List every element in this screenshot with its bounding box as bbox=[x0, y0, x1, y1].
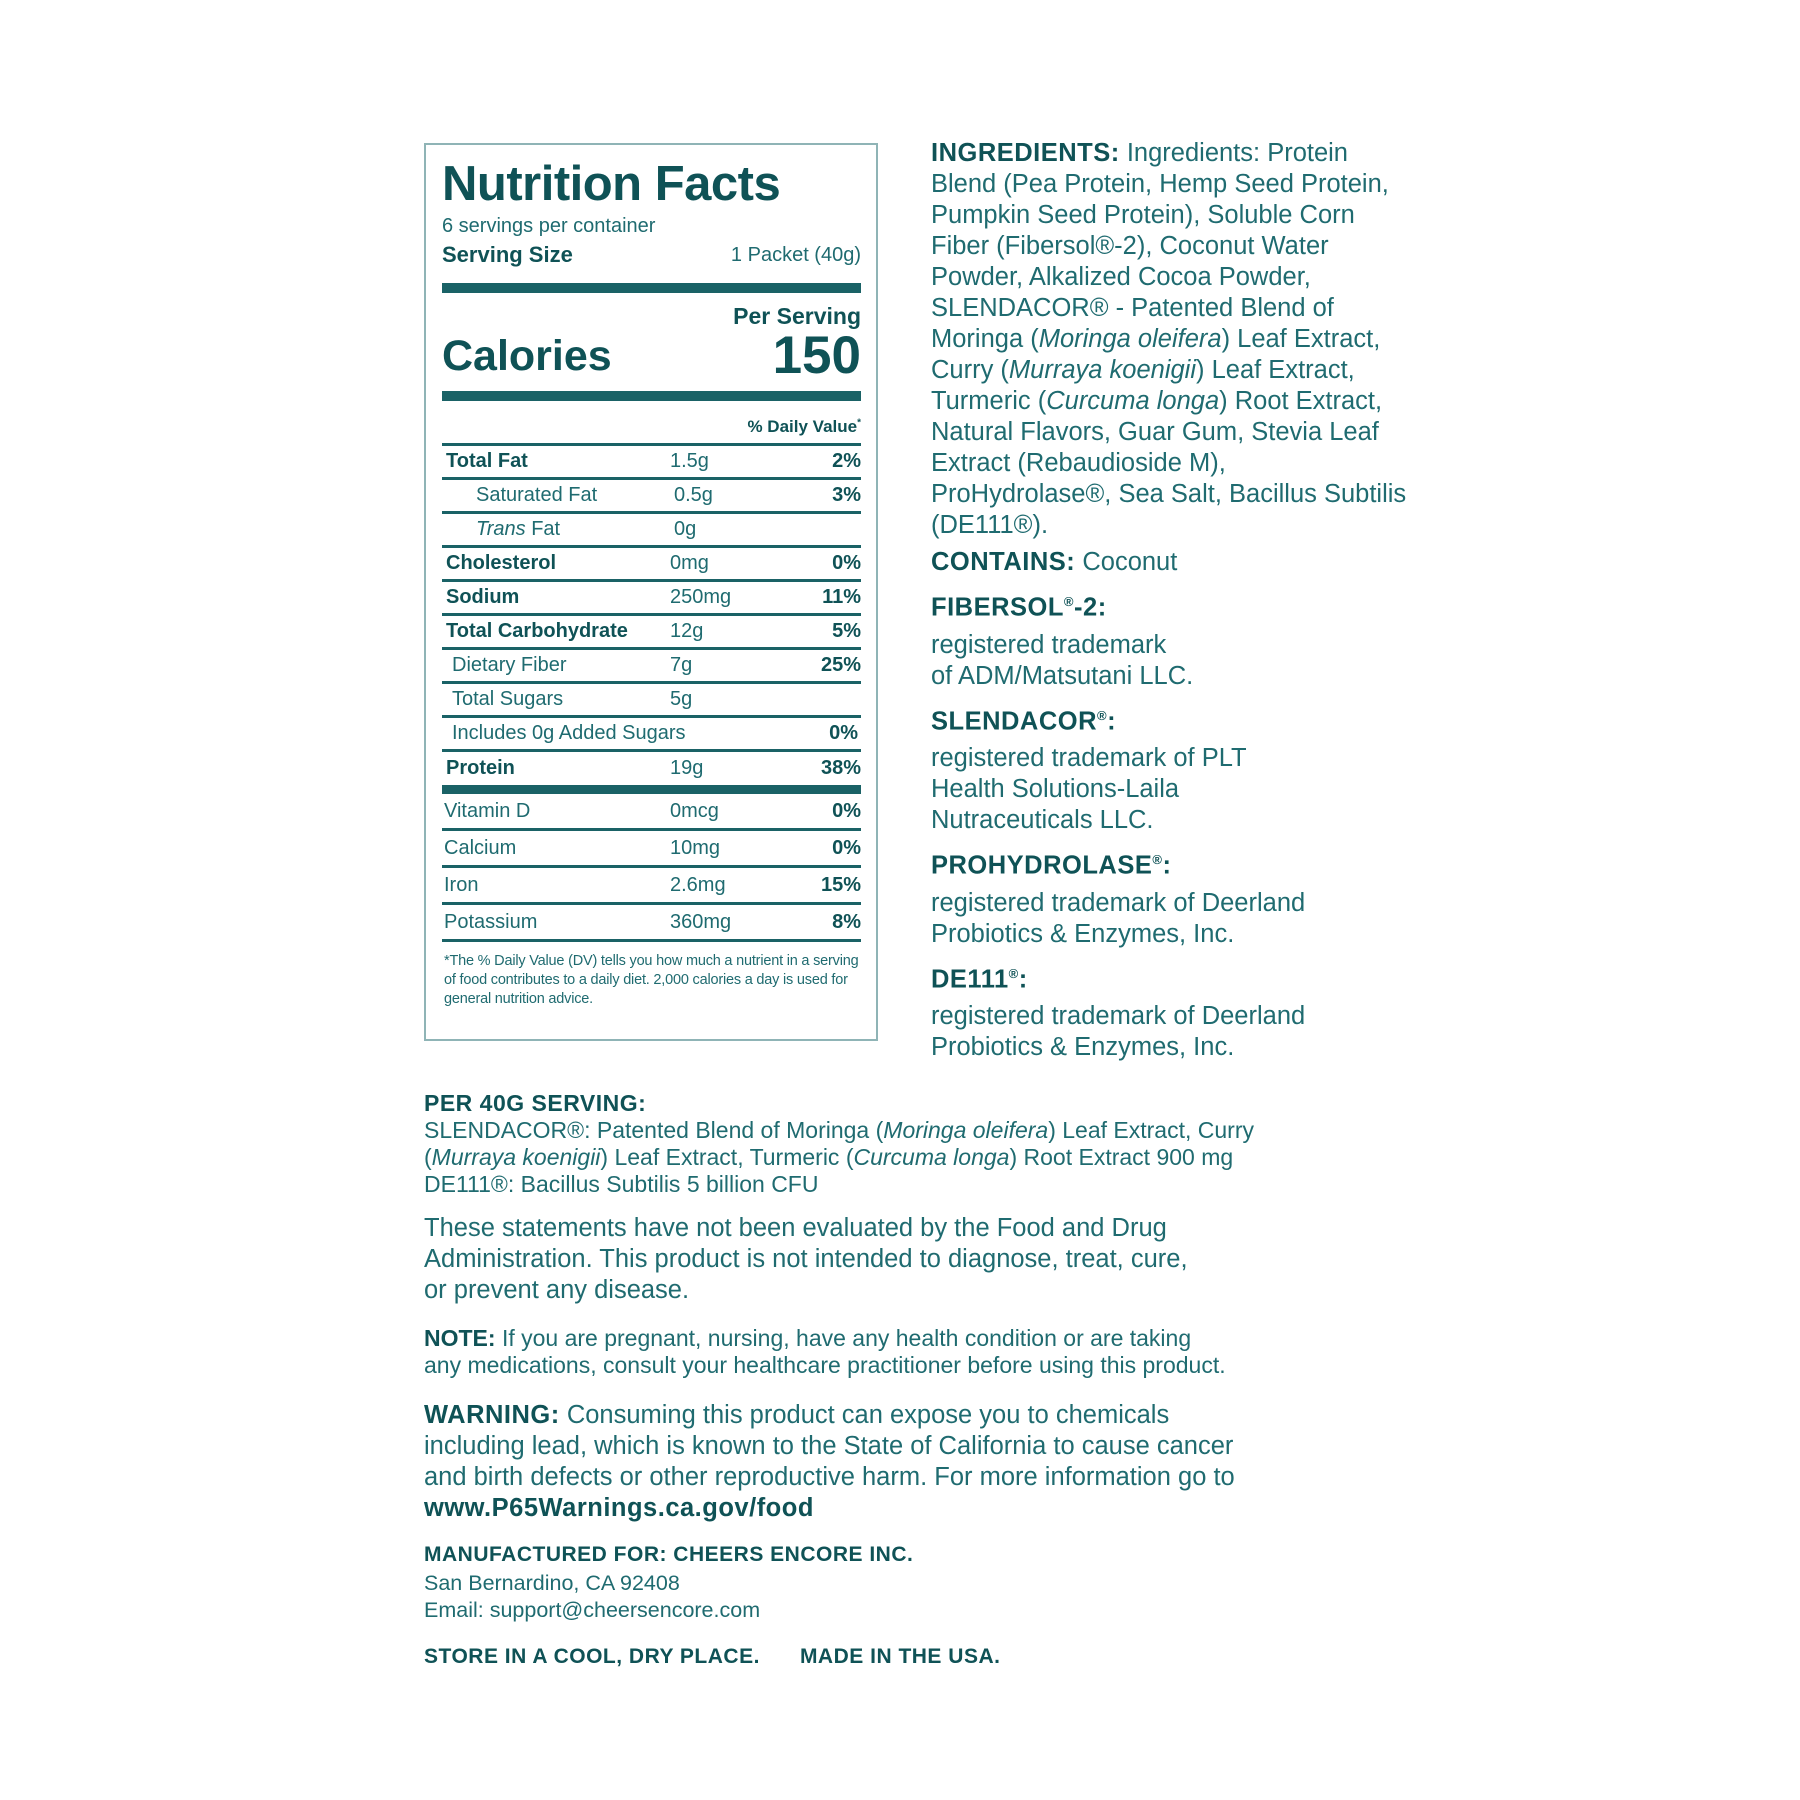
nutrient-name: Protein bbox=[446, 757, 515, 779]
nutrient-name: Potassium bbox=[444, 910, 538, 933]
nutrient-row bbox=[442, 718, 861, 752]
storage-instruction: STORE IN A COOL, DRY PLACE. bbox=[424, 1645, 760, 1668]
calories-row bbox=[442, 326, 861, 385]
warning-line: and birth defects or other reproductive harm. For more information go to bbox=[424, 1463, 1235, 1491]
ingredients-label: INGREDIENTS: bbox=[931, 139, 1120, 167]
nutrient-amount: 0.5g bbox=[674, 484, 713, 506]
manufacturer-title: MANUFACTURED FOR: CHEERS ENCORE INC. bbox=[424, 1543, 914, 1566]
ingredients-part: ) Leaf Extract, Turmeric ( bbox=[931, 356, 1355, 415]
per40-italic: Murraya koenigii bbox=[431, 1144, 601, 1170]
fda-disclaimer bbox=[424, 1213, 1404, 1306]
nutrient-dv: 38% bbox=[820, 757, 861, 779]
nutrient-amount: 5g bbox=[670, 688, 693, 710]
per-serving-label: Per Serving bbox=[733, 303, 861, 329]
per40-line: DE111®: Bacillus Subtilis 5 billion CFU bbox=[424, 1171, 819, 1197]
nutrient-dv: 0% bbox=[832, 799, 861, 822]
per40-part: SLENDACOR®: Patented Blend of Moringa ( bbox=[424, 1117, 884, 1143]
warning-block bbox=[424, 1400, 1404, 1524]
nutrient-name: Iron bbox=[444, 873, 479, 896]
nutrient-amount: 0g bbox=[674, 518, 697, 540]
ingredients-column bbox=[931, 138, 1411, 1063]
nutrient-amount: 2.6mg bbox=[670, 873, 726, 896]
tm-line: registered trademark of PLT bbox=[931, 744, 1247, 772]
nutrient-dv: 11% bbox=[822, 586, 861, 608]
ingredients-part: Ingredients: Protein Blend (Pea Protein, Hemp Seed Protein, Pumpkin Seed Protein), Soluble Corn Fiber (Fibersol®-2), Coconut Water Powder, Alkalized Cocoa Powder, SLENDACOR® - Patented Blend of Moringa ( bbox=[931, 139, 1389, 353]
nutrient-row bbox=[442, 650, 861, 684]
fda-line: Administration. This product is not intended to diagnose, treat, cure, bbox=[424, 1245, 1188, 1273]
serving-size-value: 1 Packet (40g) bbox=[730, 244, 861, 266]
per40-part: ) Leaf Extract, Turmeric ( bbox=[600, 1144, 854, 1170]
tm-name: DE111 bbox=[931, 965, 1009, 993]
calories-label: Calories bbox=[442, 332, 612, 380]
tm-reg: ® bbox=[1152, 852, 1163, 867]
tm-reg: ® bbox=[1097, 707, 1108, 723]
tm-reg: ® bbox=[1063, 594, 1075, 609]
dv-header-text: % Daily Value bbox=[747, 417, 858, 436]
ingredients-part: ) Root Extract, Natural Flavors, Guar Gum, Stevia Leaf Extract (Rebaudioside M), ProHydrolase®, Sea Salt, Bacillus Subtilis (DE111®). bbox=[931, 387, 1407, 539]
note-line bbox=[424, 1325, 1404, 1352]
storage-row bbox=[424, 1645, 1404, 1669]
tm-line: of ADM/Matsutani LLC. bbox=[931, 661, 1194, 690]
per40-part: ) Root Extract 900 mg bbox=[1009, 1144, 1234, 1170]
fda-line: These statements have not been evaluated by the Food and Drug bbox=[424, 1214, 1167, 1242]
nutrient-name: Total Sugars bbox=[452, 688, 564, 710]
nutrient-dv: 5% bbox=[832, 620, 861, 642]
manufacturer-email[interactable]: Email: support@cheersencore.com bbox=[424, 1598, 761, 1622]
per40-italic: Moringa oleifera bbox=[883, 1117, 1049, 1143]
nutrient-row bbox=[442, 616, 861, 650]
nutrition-title: Nutrition Facts bbox=[442, 157, 781, 211]
nutrient-amount: 19g bbox=[670, 757, 704, 779]
nutrient-dv: 0% bbox=[829, 722, 858, 744]
nutrient-row bbox=[442, 446, 861, 480]
tm-line: registered trademark of Deerland bbox=[931, 1002, 1306, 1030]
nutrient-row bbox=[442, 480, 861, 514]
calories-value: 150 bbox=[772, 326, 861, 385]
tm-suffix: : bbox=[1162, 851, 1172, 880]
nutrient-row bbox=[442, 794, 861, 831]
tm-line: registered trademark of Deerland bbox=[931, 888, 1306, 917]
nutrient-dv: 15% bbox=[820, 873, 861, 896]
tm-line: Probiotics & Enzymes, Inc. bbox=[931, 919, 1235, 948]
dv-asterisk: * bbox=[857, 417, 861, 429]
nutrient-name: Total Fat bbox=[446, 450, 528, 472]
serving-size-row bbox=[442, 239, 861, 271]
trans-rest: Fat bbox=[525, 518, 561, 540]
nutrient-row bbox=[442, 684, 861, 718]
nutrient-amount: 12g bbox=[670, 620, 704, 642]
nutrient-amount: 360mg bbox=[670, 910, 732, 933]
manufacturer-address: San Bernardino, CA 92408 bbox=[424, 1571, 680, 1595]
ingredients-part: ) Leaf Extract, Curry ( bbox=[931, 325, 1381, 384]
warning-line bbox=[424, 1400, 1404, 1431]
tm-line: Nutraceuticals LLC. bbox=[931, 806, 1154, 834]
nutrient-name: Vitamin D bbox=[444, 799, 531, 822]
nutrient-amount: 0mg bbox=[670, 552, 709, 574]
per40-part: ) Leaf Extract, Curry bbox=[1048, 1117, 1254, 1143]
tm-name: PROHYDROLASE bbox=[931, 851, 1153, 880]
made-in-label: MADE IN THE USA. bbox=[799, 1645, 1001, 1668]
trademark-text bbox=[931, 1001, 1411, 1063]
p65-warnings-link[interactable]: www.P65Warnings.ca.gov/food bbox=[424, 1494, 814, 1522]
trademark-title bbox=[931, 585, 1411, 625]
nutrient-amount: 0mcg bbox=[670, 799, 719, 822]
tm-suffix: -2: bbox=[1074, 593, 1107, 622]
nutrient-row bbox=[442, 752, 861, 794]
manufacturer-info bbox=[424, 1570, 1404, 1624]
warning-line: including lead, which is known to the State of California to cause cancer bbox=[424, 1432, 1234, 1460]
nutrient-row bbox=[442, 868, 861, 905]
nutrient-dv: 0% bbox=[832, 836, 861, 859]
nutrient-name: Includes 0g Added Sugars bbox=[452, 722, 686, 744]
trademark-text bbox=[931, 888, 1411, 950]
contains-value: Coconut bbox=[1075, 548, 1178, 576]
daily-value-footnote: *The % Daily Value (DV) tells you how much a nutrient in a serving of food contributes to a daily diet. 2,000 calories a day is used for general nutrition advice. bbox=[444, 953, 859, 1007]
nutrient-name: Dietary Fiber bbox=[452, 654, 567, 676]
tm-line: registered trademark bbox=[931, 630, 1167, 659]
contains-line bbox=[931, 547, 1411, 578]
fda-line: or prevent any disease. bbox=[424, 1276, 690, 1304]
contains-label: CONTAINS: bbox=[931, 548, 1076, 576]
per40-line bbox=[424, 1144, 1404, 1171]
trademark-title bbox=[931, 957, 1411, 997]
ingredients-italic: Moringa oleifera bbox=[1038, 325, 1222, 353]
ingredients-italic: Murraya koenigii bbox=[1008, 356, 1197, 384]
per40-text bbox=[424, 1117, 1404, 1198]
servings-per-container: 6 servings per container bbox=[442, 215, 656, 237]
nutrient-dv: 0% bbox=[832, 552, 861, 574]
tm-line: Probiotics & Enzymes, Inc. bbox=[931, 1033, 1235, 1061]
divider-thick bbox=[442, 283, 861, 293]
tm-line: Health Solutions-Laila bbox=[931, 775, 1180, 803]
nutrient-row bbox=[442, 831, 861, 868]
per40-line bbox=[424, 1117, 1404, 1144]
nutrient-row bbox=[442, 514, 861, 548]
nutrient-row bbox=[442, 582, 861, 616]
nutrient-dv: 8% bbox=[832, 910, 861, 933]
note-block bbox=[424, 1325, 1404, 1379]
nutrient-amount: 7g bbox=[670, 654, 693, 676]
nutrient-row bbox=[442, 905, 861, 942]
nutrition-facts-panel bbox=[424, 143, 878, 1041]
tm-name: FIBERSOL bbox=[931, 593, 1064, 622]
ingredients-italic: Curcuma longa bbox=[1046, 387, 1220, 415]
warning-label: WARNING: bbox=[424, 1401, 560, 1429]
tm-name: SLENDACOR bbox=[931, 707, 1098, 735]
tm-suffix: : bbox=[1018, 965, 1028, 993]
per40-title: PER 40G SERVING: bbox=[424, 1090, 647, 1116]
daily-value-header bbox=[442, 401, 861, 446]
nutrient-amount: 250mg bbox=[670, 586, 732, 608]
trademark-title bbox=[931, 699, 1411, 739]
nutrient-name: Total Carbohydrate bbox=[446, 620, 628, 642]
nutrient-name: Sodium bbox=[446, 586, 520, 608]
note-text: If you are pregnant, nursing, have any health condition or are taking bbox=[495, 1325, 1192, 1351]
warning-text: Consuming this product can expose you to chemicals bbox=[559, 1401, 1170, 1429]
nutrient-dv: 3% bbox=[832, 484, 861, 506]
nutrient-name: Cholesterol bbox=[446, 552, 557, 574]
note-line: any medications, consult your healthcare practitioner before using this product. bbox=[424, 1352, 1226, 1378]
divider-thick bbox=[442, 391, 861, 401]
tm-reg: ® bbox=[1008, 965, 1019, 981]
per40-italic: Curcuma longa bbox=[853, 1144, 1010, 1170]
nutrient-dv: 25% bbox=[820, 654, 861, 676]
nutrient-row bbox=[442, 548, 861, 582]
nutrient-name: Calcium bbox=[444, 836, 517, 859]
note-label: NOTE: bbox=[424, 1325, 496, 1351]
tm-suffix: : bbox=[1107, 707, 1117, 735]
trademark-text bbox=[931, 630, 1411, 692]
trans-italic: Trans bbox=[476, 518, 526, 540]
ingredients-text bbox=[931, 138, 1411, 541]
nutrient-name bbox=[442, 518, 674, 541]
nutrient-dv: 2% bbox=[832, 450, 861, 472]
trademark-title bbox=[931, 843, 1411, 883]
trademark-text bbox=[931, 743, 1411, 836]
nutrient-amount: 1.5g bbox=[670, 450, 709, 472]
serving-size-label: Serving Size bbox=[442, 242, 573, 267]
nutrient-amount: 10mg bbox=[670, 836, 721, 859]
nutrient-name: Saturated Fat bbox=[476, 484, 598, 506]
per40-part: ( bbox=[424, 1144, 432, 1170]
